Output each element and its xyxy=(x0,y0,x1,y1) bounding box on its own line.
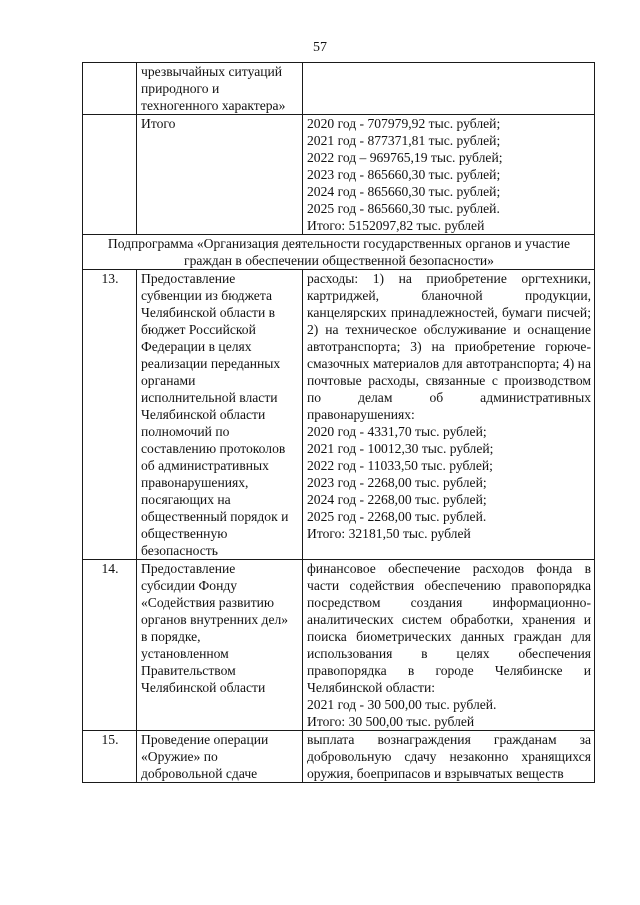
description-cell xyxy=(303,731,595,783)
amount-line: 2022 год – 969765,19 тыс. рублей; xyxy=(307,150,503,165)
measure-name-line: Челябинской области xyxy=(141,407,266,422)
measure-name-line: техногенного характера» xyxy=(141,98,286,113)
measure-name-line: безопасность xyxy=(141,543,218,558)
amount-line: 2025 год - 865660,30 тыс. рублей. xyxy=(307,201,500,216)
amount-line: 2025 год - 2268,00 тыс. рублей. xyxy=(307,509,487,524)
amount-line: 2021 год - 10012,30 тыс. рублей; xyxy=(307,441,494,456)
expense-description: расходы: 1) на приобретение оргтехники, картриджей, бланочной продукции, канцелярских принадлежностей, бумаги писчей; 2) на техническое обслуживание и оснащение автотранспорта; 3) на приобретение горюче-смазочных материалов для автотранспорта; 4) на почтовые расходы, связанные с производством по делам об административных правонарушениях: xyxy=(307,271,591,422)
amount-line: 2023 год - 2268,00 тыс. рублей; xyxy=(307,475,487,490)
table-row xyxy=(83,560,595,731)
measure-name-line: общественную xyxy=(141,526,228,541)
subprogram-title: Подпрограмма «Организация деятельности государственных органов и участие граждан в обеспечении общественной безопасности» xyxy=(83,235,595,270)
measure-name-line: субсидии Фонду xyxy=(141,578,238,593)
measure-name-line: в порядке, xyxy=(141,629,201,644)
amounts-cell xyxy=(303,115,595,235)
expense-description: финансовое обеспечение расходов фонда в части содействия обеспечению правопорядка посредством создания информационно-аналитических систем обработки, хранения и поиска биометрических данных граждан для использования в целях обеспечения правопорядка в городе Челябинске и Челябинской области: xyxy=(307,561,591,695)
measure-name-line: Предоставление xyxy=(141,561,236,576)
measure-name-cell xyxy=(137,731,303,783)
row-number-cell xyxy=(83,115,137,235)
amount-line: 2021 год - 877371,81 тыс. рублей; xyxy=(307,133,501,148)
measure-name-line: составлению протоколов xyxy=(141,441,286,456)
amount-line: 2021 год - 30 500,00 тыс. рублей. xyxy=(307,697,497,712)
measure-name-line: Федерации в целях xyxy=(141,339,252,354)
measure-name-line: исполнительной власти xyxy=(141,390,278,405)
description-cell xyxy=(303,270,595,560)
measure-name-line: природного и xyxy=(141,81,220,96)
measure-name-line: правонарушениях, xyxy=(141,475,249,490)
measure-name-line: Правительством xyxy=(141,663,236,678)
amount-line: 2024 год - 865660,30 тыс. рублей; xyxy=(307,184,501,199)
row-number-cell: 14. xyxy=(83,560,137,731)
measure-name-line: реализации переданных xyxy=(141,356,281,371)
measure-name-cell xyxy=(137,560,303,731)
amount-line: 2024 год - 2268,00 тыс. рублей; xyxy=(307,492,487,507)
measure-name-line: Предоставление xyxy=(141,271,236,286)
measure-name-line: «Содействия развитию xyxy=(141,595,275,610)
description-cell xyxy=(303,560,595,731)
description-cell xyxy=(303,63,595,115)
budget-table xyxy=(82,62,595,783)
subprogram-row xyxy=(83,235,595,270)
table-row xyxy=(83,731,595,783)
measure-name-line: добровольной сдаче xyxy=(141,766,258,781)
table-row xyxy=(83,63,595,115)
measure-name-line: посягающих на xyxy=(141,492,231,507)
total-label: Итого xyxy=(141,116,176,131)
table-row xyxy=(83,270,595,560)
expense-description: выплата вознаграждения гражданам за добровольную сдачу незаконно хранящихся оружия, боеприпасов и взрывчатых веществ xyxy=(307,732,591,781)
measure-name-line: бюджет Российской xyxy=(141,322,256,337)
measure-name-line: общественный порядок и xyxy=(141,509,289,524)
measure-name-line: чрезвычайных ситуаций xyxy=(141,64,283,79)
amount-line: 2020 год - 707979,92 тыс. рублей; xyxy=(307,116,501,131)
amount-line: 2020 год - 4331,70 тыс. рублей; xyxy=(307,424,487,439)
measure-name-line: Челябинской области xyxy=(141,680,266,695)
row-number-cell xyxy=(83,63,137,115)
measure-name-cell xyxy=(137,270,303,560)
row-number-cell: 13. xyxy=(83,270,137,560)
amount-line: 2023 год - 865660,30 тыс. рублей; xyxy=(307,167,501,182)
measure-name-cell xyxy=(137,63,303,115)
measure-name-line: «Оружие» по xyxy=(141,749,218,764)
measure-name-line: об административных xyxy=(141,458,269,473)
amount-line: 2022 год - 11033,50 тыс. рублей; xyxy=(307,458,493,473)
measure-name-cell xyxy=(137,115,303,235)
amount-line: Итого: 5152097,82 тыс. рублей xyxy=(307,218,485,233)
measure-name-line: Челябинской области в xyxy=(141,305,276,320)
measure-name-line: Проведение операции xyxy=(141,732,269,747)
measure-name-line: полномочий по xyxy=(141,424,230,439)
measure-name-line: установленном xyxy=(141,646,229,661)
measure-name-line: органов внутренних дел» xyxy=(141,612,289,627)
amount-line: Итого: 30 500,00 тыс. рублей xyxy=(307,714,475,729)
table-row-total xyxy=(83,115,595,235)
page-number: 57 xyxy=(313,40,327,55)
measure-name-line: органами xyxy=(141,373,196,388)
amount-line: Итого: 32181,50 тыс. рублей xyxy=(307,526,471,541)
measure-name-line: субвенции из бюджета xyxy=(141,288,272,303)
row-number-cell: 15. xyxy=(83,731,137,783)
